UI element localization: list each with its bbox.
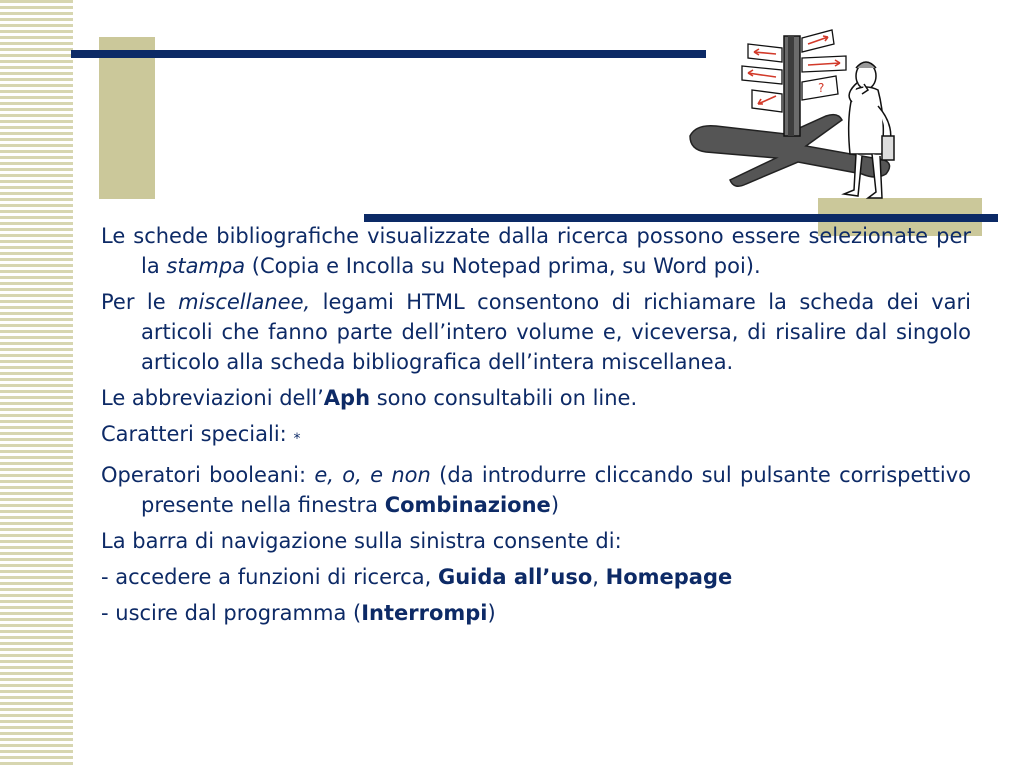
text: , (592, 565, 606, 589)
paragraph-abbreviazioni (101, 383, 971, 413)
text: - accedere a funzioni di ricerca, (101, 565, 438, 589)
sign-question-mark: ? (818, 81, 825, 95)
bold-term: Combinazione (384, 493, 551, 517)
text: legami HTML consentono di richiamare la scheda dei vari articoli che fanno parte dell’intero volume e, viceversa, di risalire dal singolo articolo alla scheda bibliografica dell’intera miscellanea. (141, 290, 971, 374)
text: (Copia e Incolla su Notepad prima, su Word poi). (245, 254, 761, 278)
emphasis: miscellanee, (178, 290, 311, 314)
text: Caratteri speciali: (101, 422, 294, 446)
text: Per le (101, 290, 179, 314)
paragraph-operatori (101, 460, 971, 520)
emphasis: stampa (166, 254, 246, 278)
emphasis: e, o, e non (314, 463, 431, 487)
bold-term: Guida all’uso (437, 565, 593, 589)
paragraph-caratteri (101, 419, 971, 454)
paragraph-miscellanee (101, 287, 971, 377)
confused-man (844, 62, 894, 198)
wildcard-symbol: * (293, 431, 301, 447)
text: sono consultabili on line. (370, 386, 638, 410)
text: La barra di navigazione sulla sinistra consente di: (101, 529, 622, 553)
tan-accent-block (99, 37, 155, 199)
bold-term: Interrompi (361, 601, 488, 625)
text: Operatori booleani: (101, 463, 315, 487)
navy-rule-top (71, 50, 706, 58)
paragraph-accedere (101, 562, 971, 592)
paragraph-navigazione (101, 526, 971, 556)
text: (da introdurre cliccando sul pulsante corrispettivo presente nella finestra (141, 463, 971, 517)
text: ) (550, 493, 560, 517)
striped-margin (0, 0, 73, 768)
text: - uscire dal programma ( (101, 601, 362, 625)
signpost-clipart (686, 24, 908, 206)
paragraph-uscire (101, 598, 971, 628)
slide-body (101, 221, 971, 634)
text: ) (487, 601, 496, 625)
text: Le schede bibliografiche visualizzate dalla ricerca possono essere selezionate per la (101, 224, 971, 278)
text: Le abbreviazioni dell’ (101, 386, 324, 410)
paragraph-stampa (101, 221, 971, 281)
bold-term: Homepage (605, 565, 733, 589)
bold-term: Aph (323, 386, 371, 410)
sign-board (752, 90, 782, 112)
